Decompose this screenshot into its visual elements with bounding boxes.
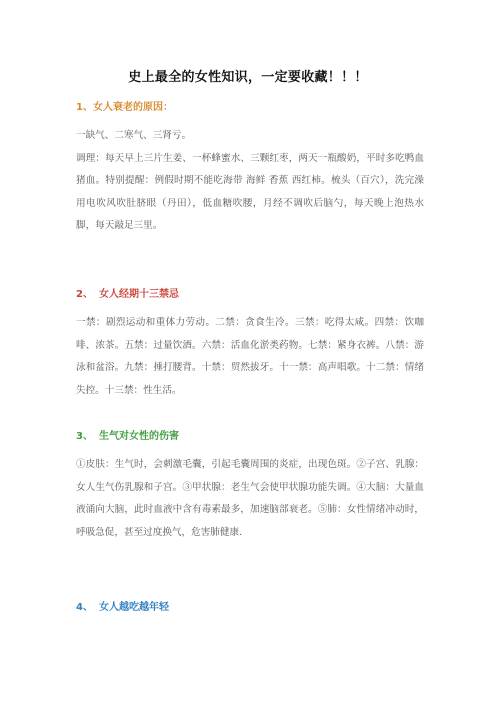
heading-number: 4、: [76, 602, 93, 613]
heading-text: 女人越吃越年轻: [98, 602, 169, 613]
paragraph: ①皮肤：生气时，会刺激毛囊，引起毛囊周围的炎症，出现色斑。②子宫、乳腺：女人生气伤乳腺和子宫。③甲状腺：老生气会使甲状腺功能失调。④大脑：大量血液涌向大脑，此时血液中含有毒素最多，加速脑部衰老。⑤肺：女性情绪冲动时，呼吸急促，甚至过度换气，危害肺健康.: [76, 459, 424, 538]
document-title: 史上最全的女性知识，一定要收藏！！！: [128, 70, 368, 85]
section-heading: [76, 601, 424, 615]
heading-text: 生气对女性的伤害: [98, 431, 179, 442]
paragraph: 调理：每天早上三片生姜、一杯蜂蜜水、三颗红枣，两天一瓶酸奶，平时多吃鸭血猪血。特别提醒：例假时期不能吃海带 海鲜 香蕉 西红柿。梳头（百穴），洗完澡用电吹风吹肚脐眼（丹田），低血糖吹腰，月经不调吹后脑勺，每天晚上泡热水脚，每天敲足三里。: [76, 152, 424, 231]
heading-number: 2、: [76, 289, 93, 300]
heading-text: 女人经期十三禁忌: [98, 289, 179, 300]
section-aging-causes: [76, 101, 424, 238]
heading-text: 1、女人衰老的原因：: [76, 102, 173, 113]
heading-number: 3、: [76, 431, 93, 442]
section-heading: [76, 288, 424, 302]
section-eat-younger: [76, 601, 424, 615]
section-period-taboos: [76, 288, 424, 402]
section-anger-harm: [76, 430, 424, 544]
section-heading: [76, 101, 424, 115]
section-heading: [76, 430, 424, 444]
paragraph: 一缺气、二寒气、三肾亏。: [76, 130, 192, 141]
paragraph: 一禁：剧烈运动和重体力劳动。二禁：贪食生冷。三禁：吃得太咸。四禁：饮咖啡、浓茶。五禁：过量饮酒。六禁：活血化淤类药物。七禁：紧身衣裤。八禁：游泳和盆浴。九禁：捶打腰背。十禁：贸然拔牙。十一禁：高声唱歌。十二禁：情绪失控。十三禁：性生活。: [76, 317, 424, 396]
